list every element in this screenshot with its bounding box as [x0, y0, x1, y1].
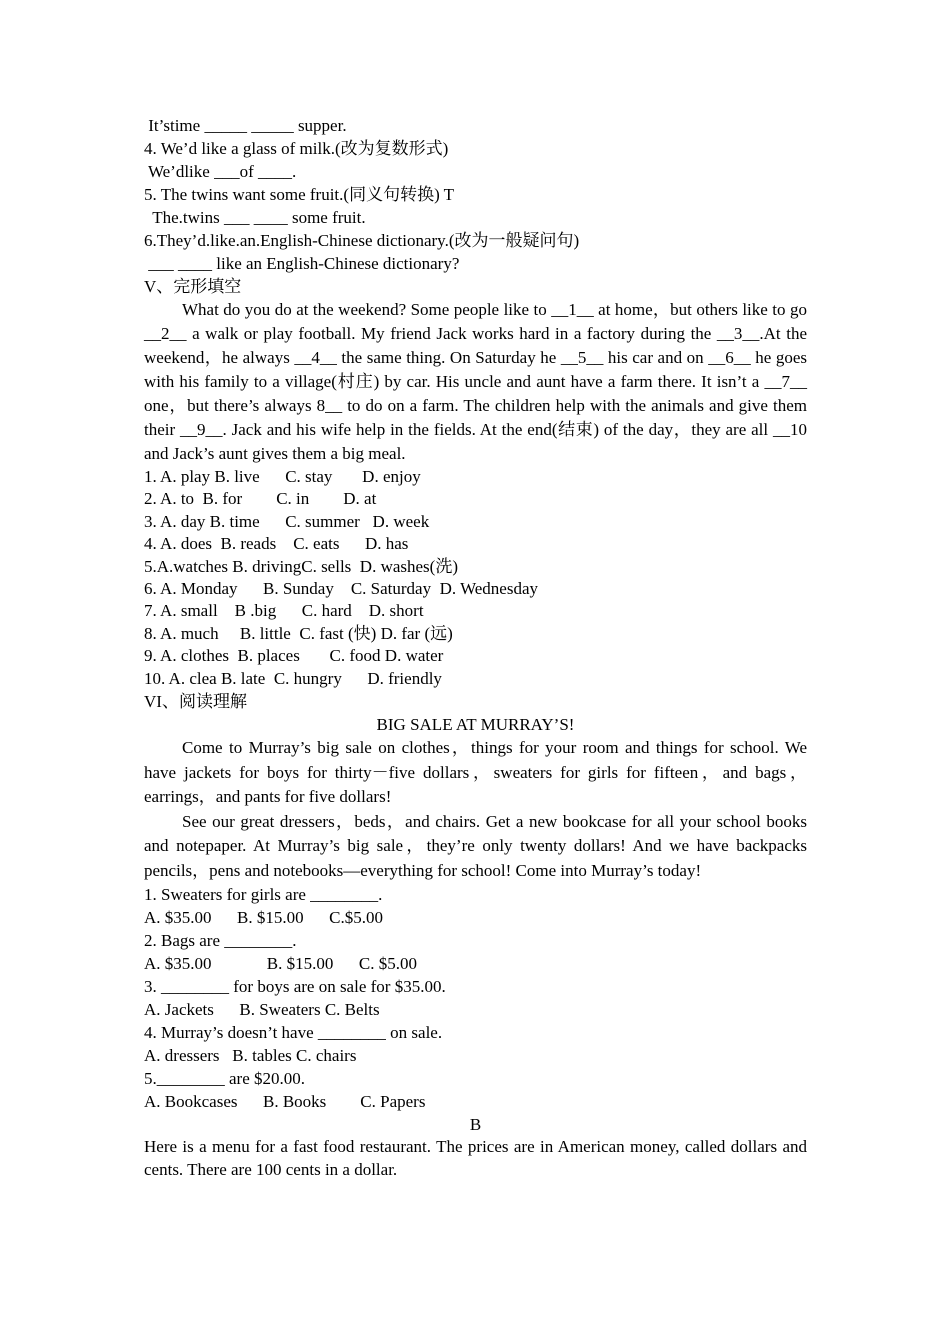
question-line: 1. Sweaters for girls are ________. — [144, 885, 383, 905]
section-heading-reading: VI、阅读理解 — [144, 692, 247, 712]
reading-title-b: B — [469, 1115, 482, 1135]
question-line: 3. ________ for boys are on sale for $35.00. — [144, 977, 446, 997]
section-heading-cloze: V、完形填空 — [144, 277, 242, 296]
option-line: 9. A. clothes B. places C. food D. water — [144, 646, 444, 666]
question-line: A. Bookcases B. Books C. Papers — [144, 1092, 426, 1112]
reading-paragraph: Come to Murray’s big sale on clothes，things for your room and things for school. We have jackets for boys for thirty－five dollars，sweaters for girls for fifteen，and bags，earrings，and pants for five dollars! — [144, 738, 807, 807]
option-line: 6. A. Monday B. Sunday C. Saturday D. Wednesday — [144, 579, 539, 599]
exercise-line: It’stime _____ _____ supper. — [144, 116, 347, 135]
question-line: 2. Bags are ________. — [144, 931, 297, 951]
option-line: 7. A. small B .big C. hard D. short — [144, 601, 424, 621]
exercise-line: 4. We’d like a glass of milk.(改为复数形式) — [144, 139, 449, 158]
reading-paragraph: See our great dressers，beds，and chairs. Get a new bookcase for all your school books and notepaper. At Murray’s big sale，they’re only twenty dollars! And we have backpacks pencils，pens and notebooks—everything for school! Come into Murray’s today! — [144, 811, 807, 880]
exercise-line: The.twins ___ ____ some fruit. — [144, 208, 366, 227]
question-line: A. $35.00 B. $15.00 C. $5.00 — [144, 954, 417, 974]
option-line: 5.A.watches B. drivingC. sells D. washes(洗) — [144, 556, 458, 576]
reading-paragraph-b: Here is a menu for a fast food restaurant. The prices are in American money, called dollars and cents. There are 100 cents in a dollar. — [144, 1137, 807, 1179]
reading-title-a: BIG SALE AT MURRAY’S! — [376, 715, 575, 735]
option-line: 10. A. clea B. late C. hungry D. friendly — [144, 668, 442, 688]
option-line: 4. A. does B. reads C. eats D. has — [144, 534, 409, 554]
exercise-line: 6.They’d.like.an.English-Chinese dictionary.(改为一般疑问句) — [144, 231, 580, 250]
question-line: A. Jackets B. Sweaters C. Belts — [144, 1000, 380, 1020]
cloze-options — [144, 466, 807, 690]
question-line: A. $35.00 B. $15.00 C.$5.00 — [144, 908, 383, 928]
option-line: 2. A. to B. for C. in D. at — [144, 489, 377, 509]
question-line: A. dressers B. tables C. chairs — [144, 1046, 357, 1066]
exercise-line: 5. The twins want some fruit.(同义句转换) T — [144, 185, 455, 204]
option-line: 8. A. much B. little C. fast (快) D. far (远) — [144, 623, 453, 643]
option-line: 1. A. play B. live C. stay D. enjoy — [144, 467, 421, 486]
question-line: 4. Murray’s doesn’t have ________ on sale. — [144, 1023, 443, 1043]
question-line: 5.________ are $20.00. — [144, 1069, 306, 1089]
exercise-line: ___ ____ like an English-Chinese dictionary? — [144, 254, 460, 273]
cloze-passage: What do you do at the weekend? Some people like to __1__ at home，but others like to go __2__ a walk or play football. My friend Jack works hard in a factory during the __3__.At the weekend，he always __4__ the same thing. On Saturday he __5__ his car and on __6__ he goes with his family to a village(村庄) by car. His uncle and aunt have a farm there. It isn’t a __7__ one，but there’s always 8__ to do on a farm. The children help with the animals and give them their __9__. Jack and his wife help in the fields. At the end(结束) of the day，they are all __10 and Jack’s aunt gives them a big meal. — [144, 300, 807, 463]
reading-questions — [144, 883, 807, 1113]
exercise-line: We’dlike ___of ____. — [144, 162, 297, 181]
document-page — [144, 114, 807, 1181]
option-line: 3. A. day B. time C. summer D. week — [144, 511, 430, 531]
exercise-tail — [144, 114, 807, 275]
